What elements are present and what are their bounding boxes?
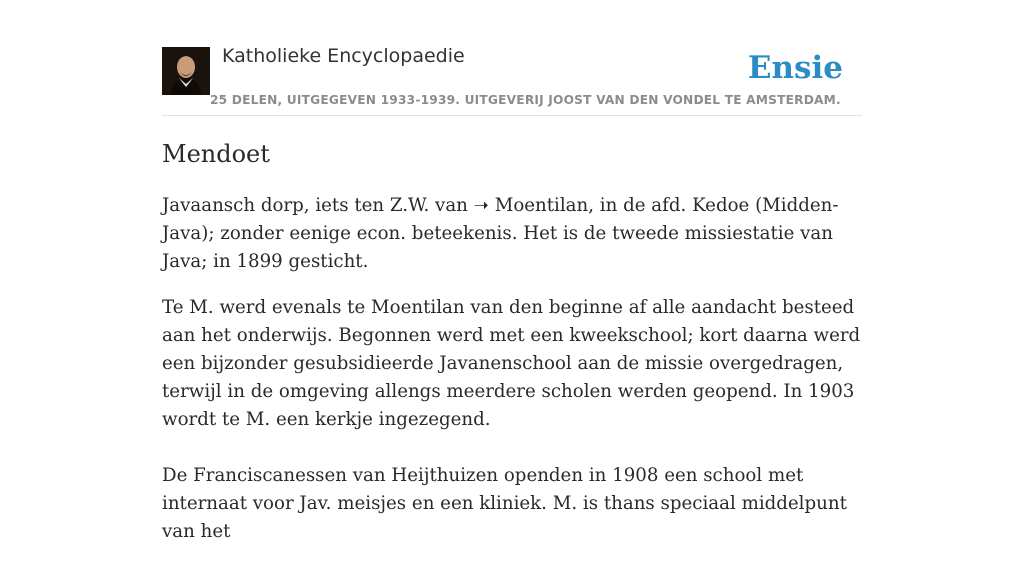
brand-logo[interactable]: Ensie: [747, 50, 843, 86]
header: [162, 0, 862, 116]
avatar[interactable]: [162, 47, 210, 95]
article-paragraph-2: Te M. werd evenals te Moentilan van den beginne af alle aandacht besteed aan het onderwijs. Begonnen werd met een kweekschool; kort daarna werd een bijzonder gesubsidieerde Javanenschool aan de missie overgedragen, terwijl in de omgeving allengs meerdere scholen werden geopend. In 1903 wordt te M. een kerkje ingezegend.: [162, 297, 861, 430]
article-paragraph-1: Javaansch dorp, iets ten Z.W. van ➝ Moentilan, in de afd. Kedoe (Midden-Java); zonder eenige econ. beteekenis. Het is de tweede missiestatie van Java; in 1899 gesticht.: [162, 195, 839, 272]
article-title: Mendoet: [162, 140, 270, 168]
portrait-icon: [162, 47, 210, 95]
source-title-link[interactable]: Katholieke Encyclopaedie: [222, 45, 465, 67]
source-subtitle: 25 DELEN, UITGEGEVEN 1933-1939. UITGEVERIJ JOOST VAN DEN VONDEL TE AMSTERDAM.: [210, 93, 841, 107]
article-paragraph-3: De Franciscanessen van Heijthuizen openden in 1908 een school met internaat voor Jav. meisjes en een kliniek. M. is thans speciaal middelpunt van het: [162, 465, 847, 542]
page-container: [162, 0, 862, 542]
article-body: [162, 192, 862, 564]
